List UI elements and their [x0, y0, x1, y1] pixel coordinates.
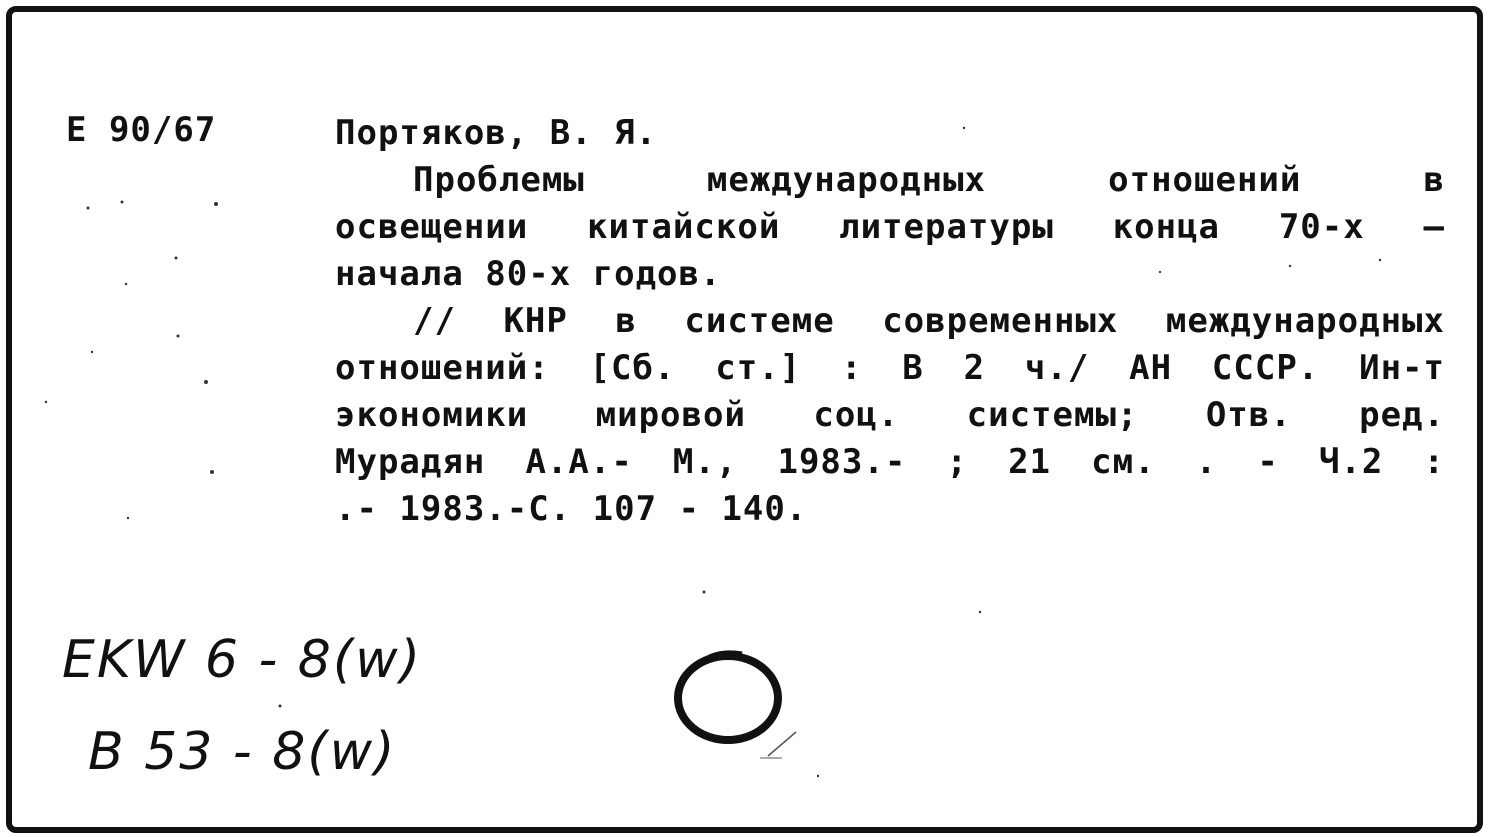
handwritten-note-1: EKW 6 - 8(w) [62, 630, 422, 690]
shelfmark: E 90/67 [66, 110, 217, 150]
entry-source-line-3: экономики мировой соц. системы; Отв. ред. [335, 395, 1445, 435]
bibliographic-entry [335, 110, 1445, 533]
entry-source-line-2: отношений: [Сб. ст.] : В 2 ч./ АН СССР. Ин-т [335, 348, 1445, 388]
handwritten-note-2: B 53 - 8(w) [88, 722, 397, 782]
entry-title-line-1: Проблемы международных отношений в [413, 160, 1445, 200]
entry-title-line-2: освещении китайской литературы конца 70-х – [335, 207, 1445, 247]
entry-source-line-1: // КНР в системе современных международных [413, 301, 1445, 341]
entry-author: Портяков, В. Я. [335, 113, 658, 153]
entry-title-line-3: начала 80-х годов. [335, 254, 722, 294]
entry-source-line-4: Мурадян А.А.- М., 1983.- ; 21 см. . - Ч.2 : [335, 442, 1445, 482]
circle-stamp-icon [664, 646, 804, 766]
entry-pages: .- 1983.-С. 107 - 140. [335, 489, 808, 529]
